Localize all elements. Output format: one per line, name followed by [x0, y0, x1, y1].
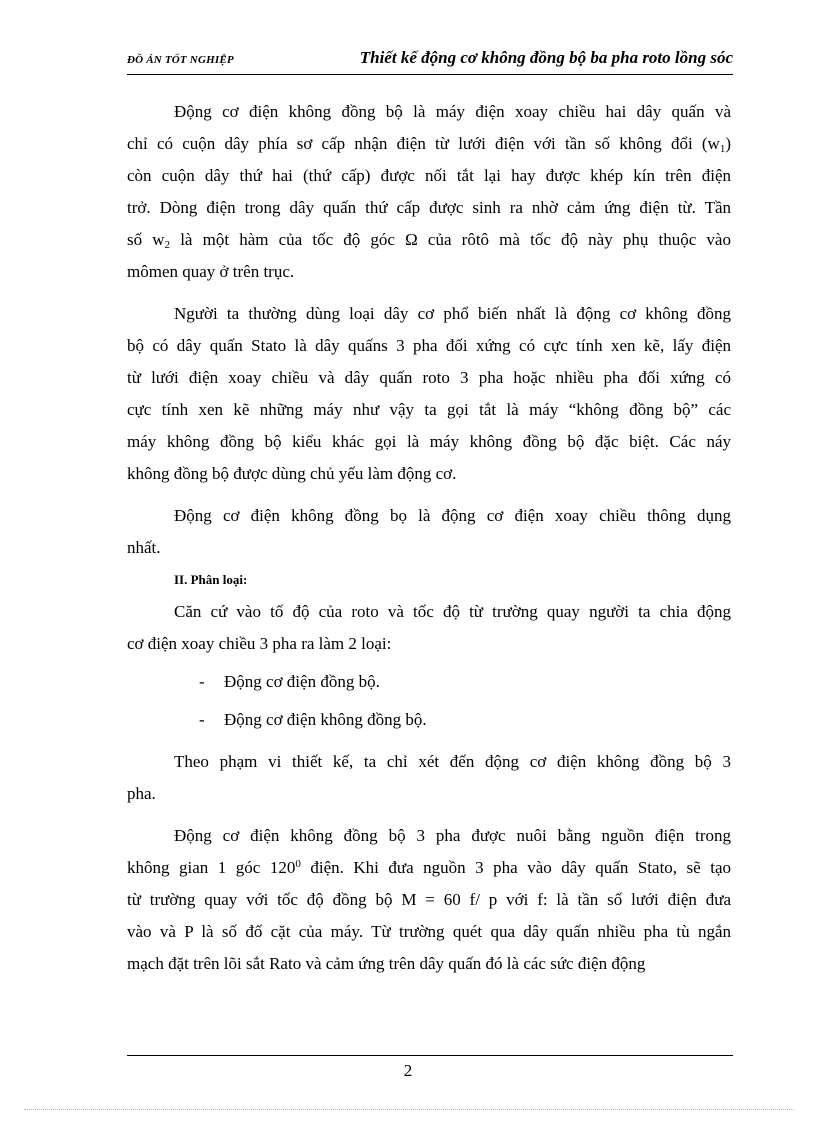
text-segment: điện. Khi đưa nguồn 3 pha vào dây quấn Stato, sẽ tạo	[300, 858, 731, 877]
section-heading: II. Phân loại:	[174, 572, 248, 587]
body-text	[127, 96, 731, 980]
text-segment: chỉ có cuộn dây phía sơ cấp nhận điện từ lưới điện với tần số không đổi (w	[127, 134, 720, 153]
list-item	[127, 704, 731, 736]
text-line: trở. Dòng điện trong dây quấn thứ cấp được sinh ra nhờ cảm ứng điện từ. Tần	[127, 198, 731, 217]
text-segment: là một hàm của tốc độ góc Ω của rôtô mà tốc độ này phụ thuộc vào	[170, 230, 731, 249]
footer-divider	[127, 1055, 733, 1056]
text-line: Theo phạm vi thiết kế, ta chỉ xét đến động cơ điện không đồng bộ 3	[174, 752, 731, 771]
text-line: vào và P là số đố cặt của máy. Từ trường quét qua dây quấn nhiều pha tù ngắn	[127, 922, 731, 941]
bullet-dash: -	[199, 710, 205, 729]
text-segment: )	[725, 134, 731, 153]
text-line: còn cuộn dây thứ hai (thứ cấp) được nối tắt lại hay được khép kín trên điện	[127, 166, 731, 185]
text-line	[127, 852, 731, 884]
page-number: 2	[403, 1061, 413, 1080]
text-line: Người ta thường dùng loại dây cơ phổ biến nhất là động cơ không đồng	[174, 304, 731, 323]
superscript: 0	[295, 858, 301, 870]
text-line: từ trường quay với tốc độ đồng bộ M = 60 f/ p với f: là tần số lưới điện đưa	[127, 890, 731, 909]
subscript: 2	[164, 239, 171, 251]
text-line: bộ có dây quấn Stato là dây quấns 3 pha đối xứng có cực tính xen kẽ, lấy điện	[127, 336, 731, 355]
list-item	[127, 666, 731, 698]
paragraph-6	[127, 820, 731, 980]
text-line: cực tính xen kẽ những máy như vậy ta gọi tắt là máy “không đồng bộ” các	[127, 400, 731, 419]
paragraph-4	[127, 596, 731, 660]
text-line: pha.	[127, 784, 156, 803]
text-line: mômen quay ở trên trục.	[127, 262, 295, 281]
text-line	[127, 224, 731, 256]
text-segment: không gian 1 góc 120	[127, 858, 296, 877]
text-line: không đồng bộ được dùng chủ yếu làm động cơ.	[127, 464, 457, 483]
paragraph-5	[127, 746, 731, 810]
text-line: Động cơ điện không đồng bộ 3 pha được nuôi bằng nguồn điện trong	[174, 826, 731, 845]
list-item-text: Động cơ điện đồng bộ.	[224, 672, 380, 691]
header-title: Thiết kế động cơ không đồng bộ ba pha roto lồng sóc	[359, 48, 733, 67]
text-line	[127, 128, 731, 160]
text-line: Căn cứ vào tố độ của roto và tốc độ từ trường quay người ta chia động	[174, 602, 731, 621]
subscript: 1	[719, 143, 726, 155]
text-line: mạch đặt trên lõi sắt Rato và cảm ứng trên dây quấn đó là các sức điện động	[127, 954, 646, 973]
text-segment: số w	[127, 230, 165, 249]
text-line: nhất.	[127, 538, 161, 557]
page-header	[127, 48, 733, 75]
text-line: từ lưới điện xoay chiều và dây quấn roto 3 pha hoặc nhiều pha đối xứng có	[127, 368, 731, 387]
page-bottom-border	[24, 1109, 794, 1110]
text-line: cơ điện xoay chiều 3 pha ra làm 2 loại:	[127, 634, 392, 653]
text-line: máy không đồng bộ kiểu khác gọi là máy không đồng bộ đặc biệt. Các náy	[127, 432, 731, 451]
paragraph-3	[127, 500, 731, 564]
paragraph-2	[127, 298, 731, 490]
text-line: Động cơ điện không đồng bộ là máy điện xoay chiều hai dây quấn và	[174, 102, 731, 121]
paragraph-1	[127, 96, 731, 288]
header-left-text: ĐỒ ÁN TỐT NGHIỆP	[127, 54, 234, 66]
text-line: Động cơ điện không đồng bọ là động cơ điện xoay chiều thông dụng	[174, 506, 731, 525]
bullet-dash: -	[199, 672, 205, 691]
list-item-text: Động cơ điện không đồng bộ.	[224, 710, 427, 729]
